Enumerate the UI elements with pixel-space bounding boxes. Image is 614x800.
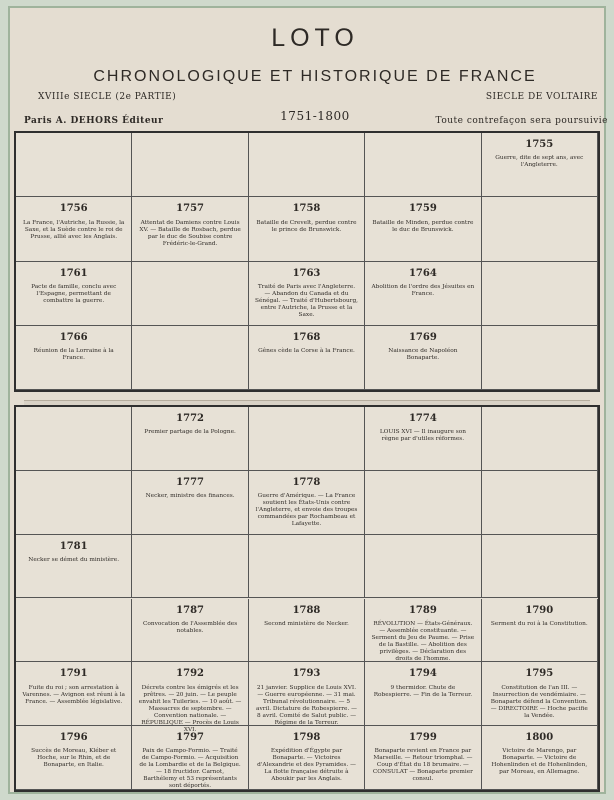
grid-cell [132, 407, 248, 471]
page-subtitle: CHRONOLOGIQUE ET HISTORIQUE DE FRANCE [93, 68, 537, 85]
year-label: 1756 [59, 203, 88, 215]
bottom-grid [14, 405, 600, 792]
grid-cell [482, 262, 598, 326]
event-text: Pacte de famille, conclu avec l'Espagne, permettant de combattre la guerre. [31, 283, 117, 304]
year-label: 1777 [176, 476, 204, 488]
event-text: 9 thermidor. Chute de Robespierre. — Fin de la Terreur. [373, 684, 473, 698]
grid-cell [249, 407, 365, 471]
year-label: 1774 [408, 413, 437, 424]
year-label: 1768 [292, 331, 321, 343]
grid-cell [132, 262, 248, 326]
top-grid [14, 131, 600, 392]
event-text: Bataille de Crevelt, perdue contre le prince de Brunswick. [256, 219, 357, 233]
year-label: 1759 [408, 203, 437, 215]
publisher: Paris A. DEHORS Éditeur [24, 116, 164, 126]
grid-cell [132, 133, 248, 197]
grid-cell [16, 133, 132, 197]
grid-cell [132, 326, 248, 390]
event-text: Necker, ministre des finances. [145, 493, 235, 500]
grid-cell [365, 407, 481, 471]
event-text: Attentat de Damiens contre Louis XV. — Bataille de Rosbach, perdue par le duc de Soubise contre Frédéric-le-Grand. [139, 219, 241, 247]
event-text: Décrets contre les émigrés et les prêtres. — 20 juin. — Le peuple envahit les Tuileries. — 10 août. — Massacres de septembre. — Convention nationale. — RÉPUBLIQUE — Procès de Louis XVI. [138, 684, 242, 733]
header [22, 16, 608, 136]
event-text: Fuite du roi ; son arrestation à Varennes. — Avignon est réuni à la France. — Assemblée législative. [22, 684, 126, 705]
grid-cell [365, 326, 481, 390]
event-text: Abolition de l'ordre des Jésuites en France. [371, 283, 475, 297]
event-text: Guerre, dite de sept ans, avec l'Angleterre. [495, 155, 584, 169]
grid-cell [132, 662, 248, 733]
event-text: Constitution de l'an III. — Insurrection de vendémiaire. — Bonaparte défend la Convention. — DIRECTOIRE — Hoche pacifie la Vendée. [490, 684, 588, 719]
page-title: LOTO [271, 24, 359, 52]
event-text: Paix de Campo-Formio. — Traité de Campo-Formio. — Acquisition de la Lombardie et de la Belgique. — 18 fructidor. Carnot, Barthélemy et 53 représentants sont déportés. [139, 748, 241, 790]
grid-cell [482, 407, 598, 471]
year-label: 1761 [59, 267, 88, 279]
year-label: 1800 [525, 732, 554, 744]
year-label: 1787 [176, 604, 204, 616]
grid-cell [16, 599, 132, 663]
grid-cell [249, 599, 365, 663]
grid-cell [132, 535, 248, 599]
grid-cell [482, 726, 598, 790]
grid-cell [132, 726, 248, 790]
grid-cell [482, 471, 598, 535]
grid-cell [249, 471, 365, 535]
grid-cell [365, 471, 481, 535]
grid-cell [482, 326, 598, 390]
grid-cell [16, 535, 132, 599]
event-text: Succès de Moreau, Kléber et Hoche, sur le Rhin, et de Bonaparte, en Italie. [31, 748, 117, 769]
year-label: 1772 [176, 413, 204, 424]
right-meta: SIECLE DE VOLTAIRE [485, 92, 598, 102]
period: 1751-1800 [280, 109, 350, 123]
event-text: Naissance de Napoléon Bonaparte. [388, 348, 458, 362]
grid-cell [249, 326, 365, 390]
year-label: 1763 [292, 267, 321, 279]
grid-cell [16, 326, 132, 390]
grid-cell [249, 726, 365, 790]
year-label: 1788 [292, 604, 321, 616]
event-text: Premier partage de la Pologne. [144, 429, 236, 436]
year-label: 1797 [176, 732, 204, 744]
grid-cell [249, 262, 365, 326]
grid-cell [16, 726, 132, 790]
grid-cell [365, 197, 481, 261]
event-text: Victoire de Marengo, par Bonaparte. — Victoire de Hohenlinden et de Hohenlinden, par Moreau, en Allemagne. [491, 748, 588, 776]
grid-cell [249, 535, 365, 599]
grid-cell [16, 262, 132, 326]
event-text: La France, l'Autriche, la Russie, la Saxe, et la Suède contre le roi de Prusse, allié avec les Anglais. [22, 219, 125, 240]
grid-cell [365, 133, 481, 197]
copyright: Toute contrefaçon sera poursuivie [435, 116, 608, 126]
year-label: 1755 [525, 139, 554, 150]
event-text: Second ministère de Necker. [264, 620, 349, 627]
event-text: Expédition d'Égypte par Bonaparte. — Victoires d'Alexandrie et des Pyramides. — La flotte française détruite à Aboukir par les Anglais. [257, 748, 356, 783]
loto-board [8, 6, 606, 794]
year-label: 1769 [408, 331, 437, 343]
grid-cell [365, 662, 481, 726]
grid-cell [16, 662, 132, 726]
grid-cell [16, 471, 132, 535]
year-label: 1792 [176, 668, 204, 680]
year-label: 1798 [292, 732, 321, 744]
grid-cell [365, 535, 481, 599]
event-text: Traité de Paris avec l'Angleterre. — Abandon du Canada et du Sénégal. — Traité d'Hubertsbourg, entre l'Autriche, la Prusse et la Saxe. [254, 283, 358, 318]
grid-cell [249, 197, 365, 261]
year-label: 1794 [408, 668, 437, 680]
event-text: 21 janvier. Supplice de Louis XVI. — Guerre européenne. — 31 mai. Tribunal révolutionnaire. — 5 avril. Dictature de Robespierre. — 8 avril. Comité de Salut public. — Régime de la Terreur. [256, 684, 357, 726]
year-label: 1793 [292, 668, 321, 680]
year-label: 1799 [408, 732, 437, 744]
grid-cell [132, 197, 248, 261]
grid-cell [482, 662, 598, 726]
year-label: 1790 [525, 604, 554, 616]
grid-cell [16, 197, 132, 261]
grid-cell [365, 262, 481, 326]
grid-cell [365, 599, 481, 663]
year-label: 1757 [176, 203, 204, 215]
grid-cell [482, 535, 598, 599]
year-label: 1796 [59, 732, 88, 744]
year-label: 1791 [59, 668, 88, 680]
event-text: LOUIS XVI — Il inaugure son règne par d'utiles réformes. [379, 429, 466, 443]
event-text: Guerre d'Amérique. — La France soutient les États-Unis contre l'Angleterre, et envoie des troupes commandées par Rochambeau et Lafayette. [255, 493, 358, 528]
year-label: 1781 [59, 540, 88, 552]
year-label: 1764 [408, 267, 437, 279]
year-label: 1778 [292, 476, 321, 488]
event-text: RÉVOLUTION — États-Généraux. — Assemblée constituante. — Serment du Jeu de Paume. — Prise de la Bastille. — Abolition des privilèges. — Déclaration des droits de l'homme. [371, 620, 475, 662]
grid-cell [482, 133, 598, 197]
event-text: Convocation de l'Assemblée des notables. [142, 620, 238, 634]
event-text: Bataille de Minden, perdue contre le duc de Brunswick. [372, 219, 474, 233]
grid-cell [249, 662, 365, 726]
left-meta: XVIIIe SIECLE (2e PARTIE) [38, 92, 177, 102]
grid-cell [132, 599, 248, 663]
event-text: Serment du roi à la Constitution. [490, 620, 588, 627]
year-label: 1795 [525, 668, 554, 680]
grid-cell [365, 726, 481, 790]
event-text: Necker se démet du ministère. [28, 556, 120, 563]
year-label: 1758 [292, 203, 321, 215]
event-text: Gênes cède la Corse à la France. [258, 348, 355, 355]
grid-cell [249, 133, 365, 197]
grid-cell [132, 471, 248, 535]
event-text: Bonaparte revient en France par Marseille. — Retour triomphal. — Coup d'État du 18 brumaire. — CONSULAT — Bonaparte premier consul. [372, 748, 473, 783]
grid-cell [16, 407, 132, 471]
grid-cell [482, 197, 598, 261]
year-label: 1766 [59, 331, 88, 343]
event-text: Réunion de la Lorraine à la France. [33, 348, 114, 362]
grid-cell [482, 599, 598, 663]
year-label: 1789 [408, 604, 437, 616]
